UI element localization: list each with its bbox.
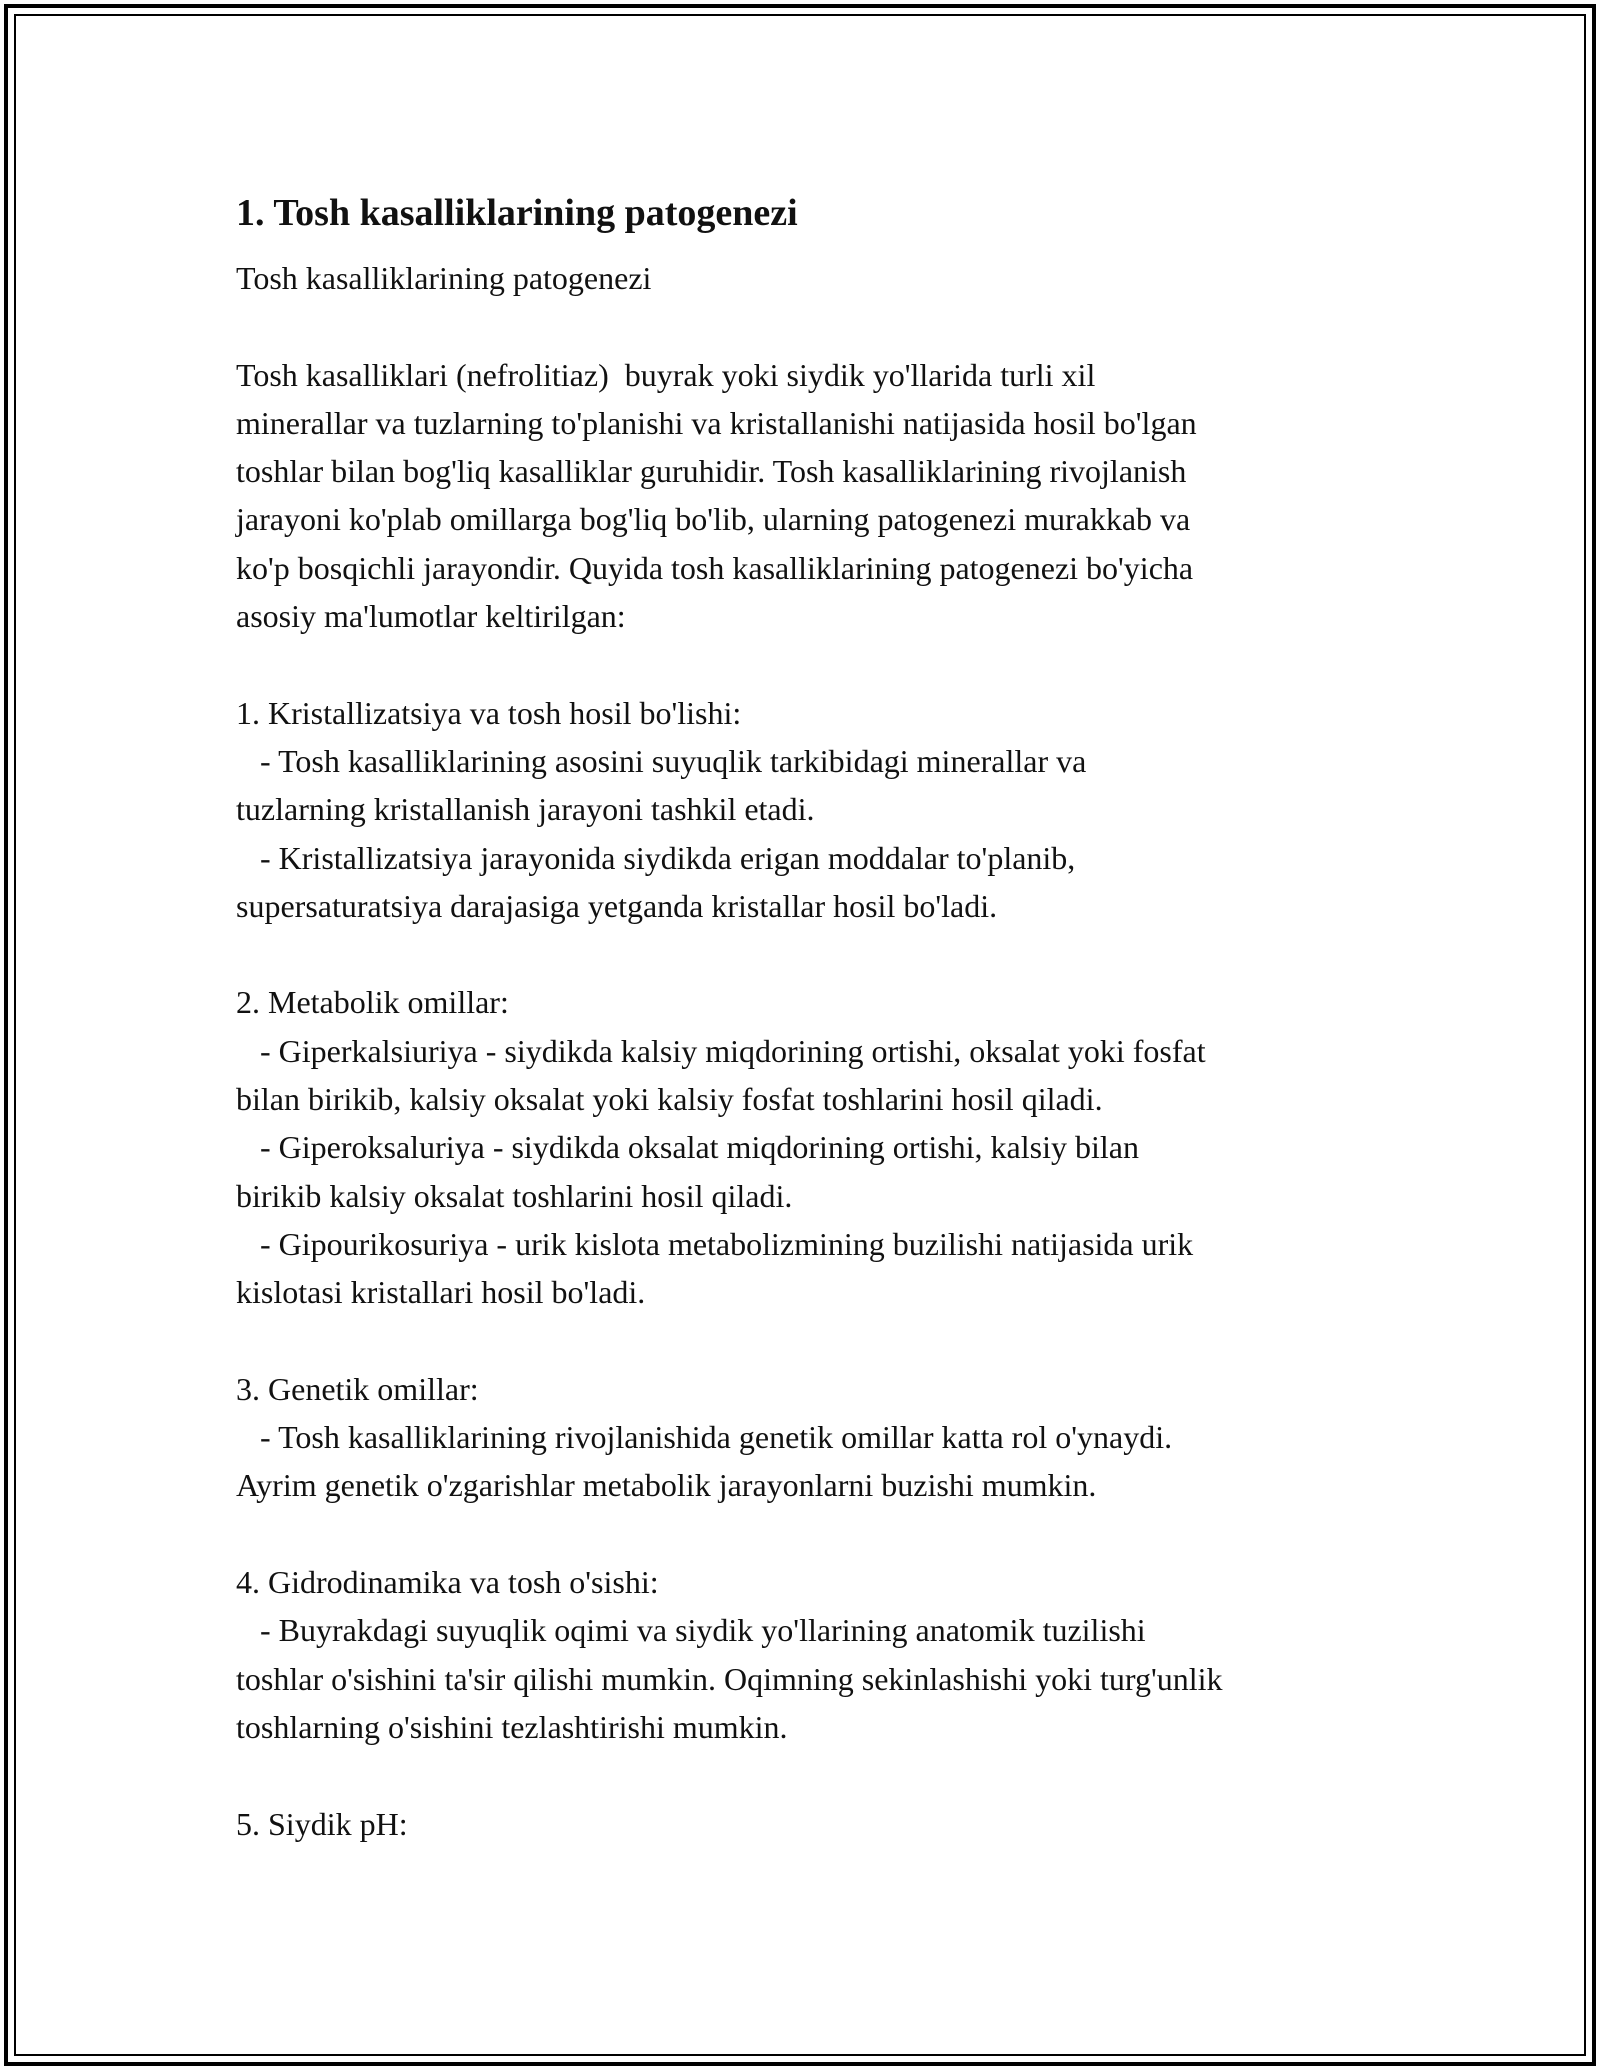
- section-heading-crystallization: 1. Kristallizatsiya va tosh hosil bo'lishi:: [236, 694, 742, 731]
- document-body: [236, 186, 1386, 1848]
- paragraph-spacer: [236, 640, 1386, 688]
- section-heading-metabolic: 2. Metabolik omillar:: [236, 984, 509, 1021]
- paragraph-spacer: [236, 1317, 1386, 1365]
- document-subtitle: Tosh kasalliklarining patogenezi: [236, 260, 652, 296]
- section-body-crystallization: - Tosh kasalliklarining asosini suyuqlik tarkibidagi minerallar va tuzlarning kristallanish jarayoni tashkil etadi. - Kristallizatsiya jarayonida siydikda erigan moddalar to'planib, supersaturatsiya darajasiga yetganda kristallar hosil bo'ladi.: [236, 742, 1087, 924]
- section-heading-genetic: 3. Genetik omillar:: [236, 1370, 479, 1407]
- paragraph-spacer: [236, 1510, 1386, 1558]
- section-body-metabolic: - Giperkalsiuriya - siydikda kalsiy miqdorining ortishi, oksalat yoki fosfat bilan birikib, kalsiy oksalat yoki kalsiy fosfat toshlarini hosil qiladi. - Giperoksaluriya - siydikda oksalat miqdorining ortishi, kalsiy bilan birikib kalsiy oksalat toshlarini hosil qiladi. - Gipourikosuriya - urik kislota metabolizmining buzilishi natijasida urik kislotasi kristallari hosil bo'ladi.: [236, 1032, 1206, 1311]
- intro-paragraph: Tosh kasalliklari (nefrolitiaz) buyrak yoki siydik yo'llarida turli xil minerallar va tuzlarning to'planishi va kristallanishi natijasida hosil bo'lgan toshlar bilan bog'liq kasalliklar guruhidir. Tosh kasalliklarining rivojlanish jarayoni ko'plab omillarga bog'liq bo'lib, ularning patogenezi murakkab va ko'p bosqichli jarayondir. Quyida tosh kasalliklarining patogenezi bo'yicha asosiy ma'lumotlar keltirilgan:: [236, 356, 1197, 635]
- section-body-hydrodynamics: - Buyrakdagi suyuqlik oqimi va siydik yo'llarining anatomik tuzilishi toshlar o'sishini ta'sir qilishi mumkin. Oqimning sekinlashishi yoki turg'unlik toshlarning o'sishini tezlashtirishi mumkin.: [236, 1612, 1223, 1745]
- section-heading-urine-ph: 5. Siydik pH:: [236, 1805, 408, 1842]
- document-title: 1. Tosh kasalliklarining patogenezi: [236, 192, 798, 234]
- paragraph-spacer: [236, 930, 1386, 978]
- section-heading-hydrodynamics: 4. Gidrodinamika va tosh o'sishi:: [236, 1564, 659, 1601]
- paragraph-spacer: [236, 1751, 1386, 1799]
- paragraph-spacer: [236, 302, 1386, 350]
- section-body-genetic: - Tosh kasalliklarining rivojlanishida genetik omillar katta rol o'ynaydi. Ayrim genetik o'zgarishlar metabolik jarayonlarni buzishi mumkin.: [236, 1419, 1173, 1504]
